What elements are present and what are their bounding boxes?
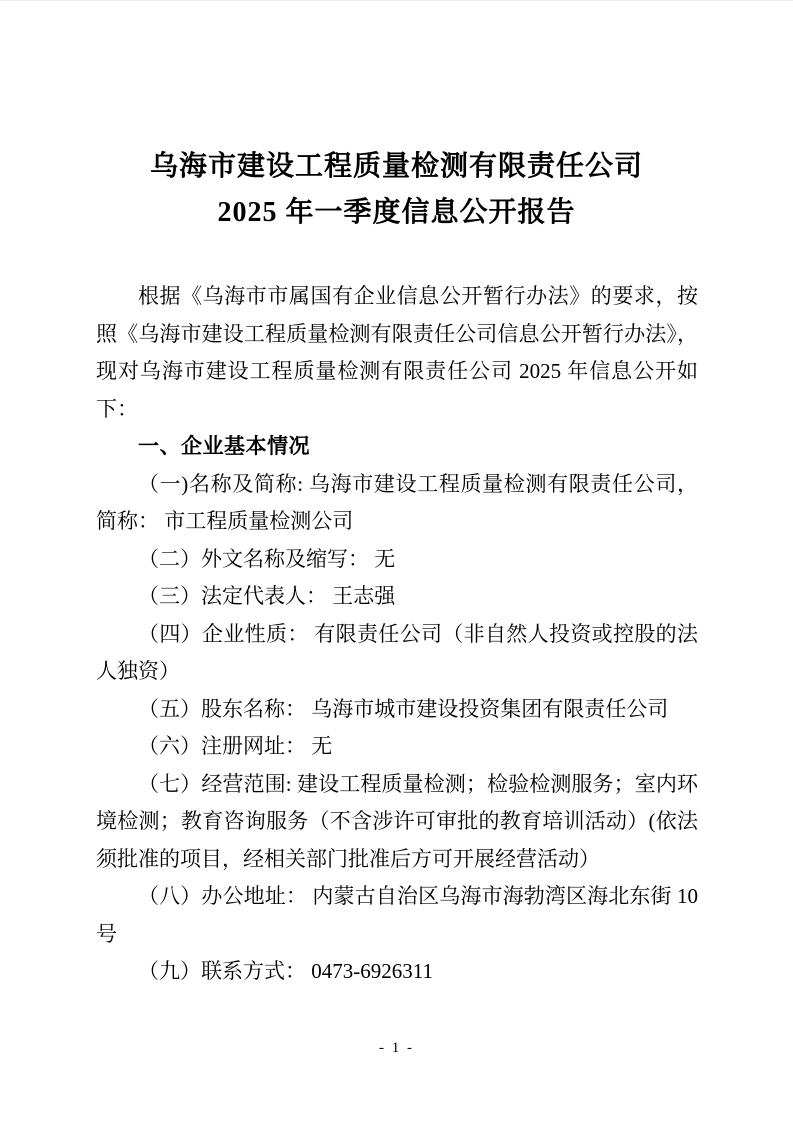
item-name-and-abbreviation: （一)名称及简称: 乌海市建设工程质量检测有限责任公司，简称： 市工程质量检测公司 <box>96 471 698 533</box>
item-shareholder-name: （五）股东名称： 乌海市城市建设投资集团有限责任公司 <box>138 696 669 721</box>
document-title <box>0 144 793 236</box>
title-line-2: 2025 年一季度信息公开报告 <box>217 197 576 228</box>
title-line-1: 乌海市建设工程质量检测有限责任公司 <box>149 151 643 182</box>
item-foreign-name: （二）外文名称及缩写： 无 <box>138 546 396 571</box>
item-contact-info: （九）联系方式： 0473-6926311 <box>138 959 433 983</box>
paragraph-intro: 根据《乌海市市属国有企业信息公开暂行办法》的要求，按照《乌海市建设工程质量检测有限责任公司信息公开暂行办法》，现对乌海市建设工程质量检测有限责任公司 2025 年信息公开如下： <box>96 284 698 421</box>
item-office-address: （八）办公地址： 内蒙古自治区乌海市海勃湾区海北东街 10 号 <box>96 884 698 946</box>
page-number: - 1 - <box>379 1040 414 1056</box>
item-enterprise-nature: （四）企业性质： 有限责任公司（非自然人投资或控股的法人独资） <box>96 621 698 683</box>
item-legal-representative: （三）法定代表人： 王志强 <box>138 584 396 608</box>
section-heading-basic-info: 一、企业基本情况 <box>138 435 310 458</box>
item-registered-website: （六）注册网址： 无 <box>138 734 333 758</box>
item-business-scope: （七）经营范围: 建设工程质量检测；检验检测服务；室内环境检测；教育咨询服务（不含涉许可审批的教育培训活动）(依法须批准的项目，经相关部门批准后方可开展经营活动） <box>96 771 698 871</box>
document-body <box>96 278 698 991</box>
